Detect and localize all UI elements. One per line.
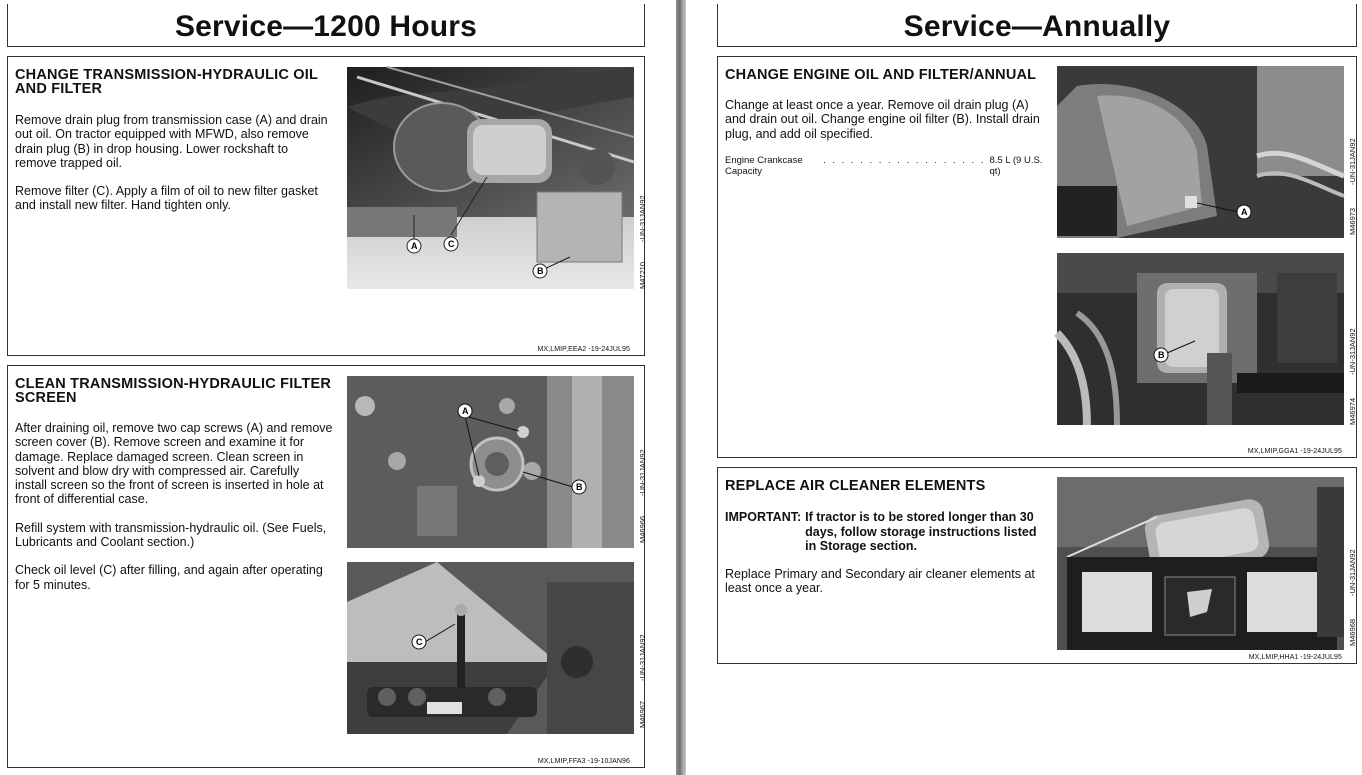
callout-c: C	[448, 239, 455, 249]
section-clean-filter-screen	[7, 365, 645, 768]
section-title: REPLACE AIR CLEANER ELEMENTS	[725, 478, 986, 494]
section-reference: MX,LMIP,FFA3 -19-10JAN96	[537, 758, 630, 765]
spec-label: Engine Crankcase Capacity	[725, 155, 803, 177]
page-title-left: Service—1200 Hours	[174, 10, 478, 43]
filter-screen-cover-photo	[347, 376, 634, 548]
important-notice	[725, 510, 1043, 554]
image-number: M47210	[638, 261, 647, 289]
engine-oil-filter-photo	[1057, 253, 1344, 425]
image-code: -UN-31JAN92	[1348, 328, 1357, 375]
section-body	[725, 98, 1043, 155]
section-title: CLEAN TRANSMISSION-HYDRAULIC FILTER SCREEN	[15, 376, 332, 406]
paragraph: Refill system with transmission-hydraulic oil. (See Fuels, Lubricants and Coolant section.)	[15, 520, 327, 550]
section-change-transmission-oil	[7, 56, 645, 356]
page-title-right: Service—Annually	[903, 10, 1171, 43]
right-page	[686, 0, 1362, 775]
page-gutter	[676, 0, 686, 775]
section-change-engine-oil	[717, 56, 1357, 458]
paragraph: Check oil level (C) after filling, and again after operating for 5 minutes.	[15, 563, 323, 592]
section-body	[15, 421, 333, 606]
callout-b: B	[537, 266, 544, 276]
callout-c: C	[416, 637, 423, 647]
paragraph: Change at least once a year. Remove oil drain plug (A) and drain out oil. Change engine oil filter (B). Install drain plug, and add oil specified.	[725, 98, 1040, 141]
image-code: -UN-31JAN92	[638, 449, 647, 496]
section-body	[725, 567, 1043, 610]
image-number: M46974	[1348, 397, 1357, 425]
paragraph: Replace Primary and Secondary air cleaner elements at least once a year.	[725, 567, 1035, 596]
callout-a: A	[1241, 207, 1248, 217]
image-code: -UN-31JAN92	[638, 195, 647, 242]
image-number: M46966	[638, 515, 647, 543]
callout-b: B	[576, 482, 583, 492]
section-reference: MX,LMIP,GGA1 -19-24JUL95	[1247, 448, 1342, 455]
image-number: M46973	[1348, 207, 1357, 235]
image-code: -UN-31JAN92	[1348, 549, 1357, 596]
page-header-left	[7, 4, 645, 47]
oil-drain-plug-photo	[1057, 66, 1344, 238]
paragraph: Remove filter (C). Apply a film of oil to new filter gasket and install new filter. Hand tighten only.	[15, 184, 318, 213]
callout-a: A	[411, 241, 418, 251]
spec-value: 8.5 L (9 U.S. qt)	[989, 155, 1043, 177]
callout-b: B	[1158, 350, 1165, 360]
oil-level-dipstick-photo	[347, 562, 634, 734]
important-label: IMPORTANT:	[725, 510, 802, 524]
image-code: -UN-31JAN92	[638, 634, 647, 681]
image-number: M46968	[1348, 618, 1357, 646]
important-text: If tractor is to be stored longer than 30 days, follow storage instructions listed in Storage section.	[805, 510, 1037, 553]
page-header-right	[717, 4, 1357, 47]
spec-leader-dots: . . . . . . . . . . . . . . . . . .	[823, 155, 986, 166]
section-title: CHANGE ENGINE OIL AND FILTER/ANNUAL	[725, 67, 1037, 83]
image-number: M46967	[638, 700, 647, 728]
paragraph: Remove drain plug from transmission case (A) and drain out oil. On tractor equipped with MFWD, also remove drain plug (B) in drop housing. Lower rockshaft to remove trapped oil.	[15, 113, 328, 170]
left-page	[0, 0, 676, 775]
transmission-filter-photo	[347, 67, 634, 289]
paragraph: After draining oil, remove two cap screws (A) and remove screen cover (B). Remove screen and examine it for damage. Replace damaged screen. Clean screen in solvent and blow dry with compressed air. Carefully install screen so the front of screen is inserted in hole at front of differential case.	[15, 421, 333, 507]
air-cleaner-photo	[1057, 477, 1344, 650]
section-reference: MX,LMIP,EEA2 -19-24JUL95	[537, 346, 630, 353]
callout-a: A	[462, 406, 469, 416]
spec-engine-crankcase-capacity	[725, 155, 1043, 177]
section-reference: MX,LMIP,HHA1 -19-24JUL95	[1248, 654, 1342, 661]
image-code: -UN-31JAN92	[1348, 138, 1357, 185]
section-body	[15, 113, 333, 227]
section-replace-air-cleaner	[717, 467, 1357, 664]
section-title: CHANGE TRANSMISSION-HYDRAULIC OIL AND FILTER	[15, 67, 318, 97]
